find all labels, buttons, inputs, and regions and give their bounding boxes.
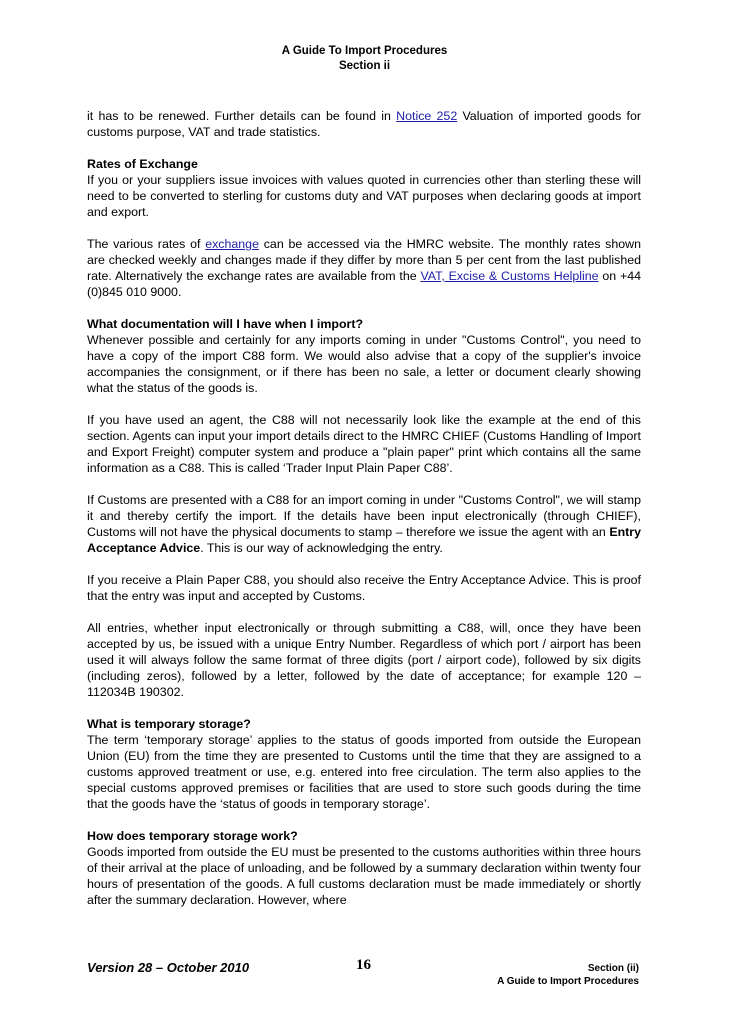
helpline-link[interactable]: VAT, Excise & Customs Helpline: [420, 269, 599, 283]
entry-acceptance-advice: Entry Acceptance Advice: [87, 525, 641, 555]
paragraph: it has to be renewed. Further details can be found in Notice 252 Valuation of imported goods for customs purpose, VAT and trade statistics.: [87, 109, 641, 139]
paragraph: The various rates of exchange can be accessed via the HMRC website. The monthly rates shown are checked weekly and changes made if they differ by more than 5 per cent from the last published rate. Alternatively the exchange rates are available from the VAT, Excise & Customs Helpline on +44 (0)845 010 9000.: [87, 237, 641, 299]
paragraph: If you have used an agent, the C88 will not necessarily look like the example at the end of this section. Agents can input your import details direct to the HMRC CHIEF (Customs Handling of Import and Export Freight) computer system and produce a "plain paper" print which contains all the same information as a C88. This is called ‘Trader Input Plain Paper C88’.: [87, 413, 641, 475]
section-title: Section ii: [338, 60, 391, 72]
document-body: [87, 108, 641, 924]
exchange-link[interactable]: exchange: [205, 237, 259, 251]
paragraph: All entries, whether input electronically or through submitting a C88, will, once they have been accepted by us, be issued with a unique Entry Number. Regardless of which port / airport has been used it will always follow the same format of three digits (port / airport code), followed by six digits (including zeros), followed by a letter, followed by the date of acceptance; for example 120 – 112034B 190302.: [87, 621, 641, 699]
section-heading: Rates of Exchange: [87, 157, 198, 171]
paragraph: Rates of Exchange If you or your suppliers issue invoices with values quoted in currencies other than sterling these will need to be converted to sterling for customs duty and VAT purposes when declaring goods at import and export.: [87, 157, 641, 219]
footer-guide-label: A Guide to Import Procedures: [497, 976, 639, 987]
paragraph: How does temporary storage work? Goods imported from outside the EU must be presented to the customs authorities within three hours of their arrival at the place of unloading, and be followed by a summary declaration within twenty four hours of presentation of the goods. A full customs declaration must be made immediately or shortly after the summary declaration. However, where: [87, 829, 641, 907]
section-heading: What is temporary storage?: [87, 717, 251, 731]
footer-section-label: Section (ii): [587, 963, 639, 974]
document-title: A Guide To Import Procedures: [281, 45, 448, 57]
section-heading: How does temporary storage work?: [87, 829, 298, 843]
paragraph: What documentation will I have when I import? Whenever possible and certainly for any imports coming in under "Customs Control", you need to have a copy of the import C88 form. We would also advise that a copy of the supplier's invoice accompanies the consignment, or if there has been no sale, a letter or document clearly showing what the status of the goods is.: [87, 317, 641, 395]
paragraph: What is temporary storage? The term ‘temporary storage’ applies to the status of goods imported from outside the European Union (EU) from the time they are presented to Customs until the time that they are assigned to a customs approved treatment or use, e.g. entered into free circulation. The term also applies to the special customs approved premises or facilities that are used to store such goods during the time that the goods have the ‘status of goods in temporary storage’.: [87, 717, 641, 811]
paragraph: If you receive a Plain Paper C88, you should also receive the Entry Acceptance Advice. This is proof that the entry was input and accepted by Customs.: [87, 573, 641, 603]
notice-252-link[interactable]: Notice 252: [396, 109, 458, 123]
footer-version: Version 28 – October 2010: [87, 960, 250, 975]
paragraph: If Customs are presented with a C88 for an import coming in under "Customs Control", we will stamp it and thereby certify the import. If the details have been input electronically (through CHIEF), Customs will not have the physical documents to stamp – therefore we issue the agent with an Entry Acceptance Advice. This is our way of acknowledging the entry.: [87, 493, 641, 555]
page-header: [0, 44, 729, 74]
section-heading: What documentation will I have when I import?: [87, 317, 364, 331]
page-number: 16: [356, 957, 371, 973]
footer-section: [497, 962, 639, 988]
